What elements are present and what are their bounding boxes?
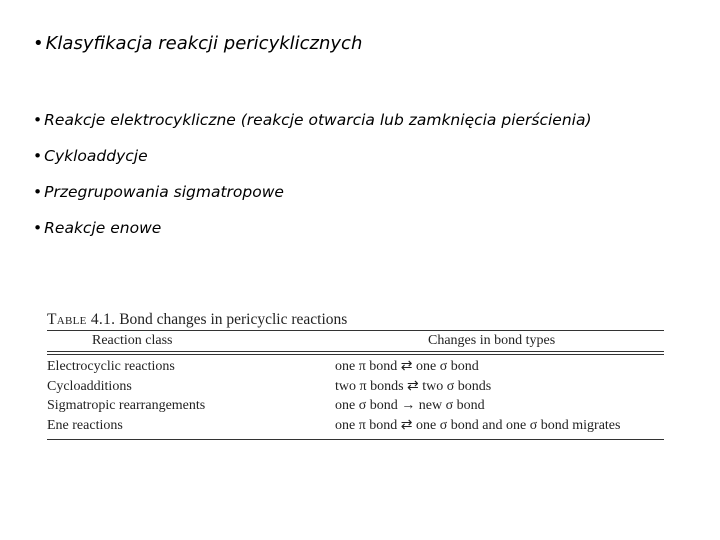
- header-bond-changes: Changes in bond types: [428, 333, 556, 348]
- header-reaction-class: Reaction class: [92, 333, 173, 348]
- bullet-dot: •: [33, 219, 43, 237]
- bullet-dot: •: [33, 183, 43, 201]
- table-caption-text: Bond changes in pericyclic reactions: [119, 311, 348, 328]
- bullet-item-cycloaddition: [33, 145, 592, 181]
- slide-heading: [33, 33, 362, 54]
- bullet-item-sigmatropic: [33, 181, 592, 217]
- heading-text: Klasyfikacja reakcji pericyklicznych: [45, 33, 363, 54]
- bullet-item-ene: [33, 217, 592, 253]
- table-row: [47, 377, 664, 397]
- cell-reaction-class: Cycloadditions: [47, 378, 132, 394]
- bullet-item-electrocyclic: [33, 109, 592, 145]
- bullet-dot: •: [33, 33, 44, 54]
- bullet-text: Przegrupowania sigmatropowe: [44, 183, 284, 201]
- bullet-text: Reakcje elektrocykliczne (reakcje otwarcia lub zamknięcia pierścienia): [44, 111, 592, 129]
- bullet-dot: •: [33, 147, 43, 165]
- bullet-dot: •: [33, 111, 43, 129]
- bullet-text: Cykloaddycje: [44, 147, 148, 165]
- bullet-list: [33, 109, 592, 253]
- table-body: [47, 355, 664, 439]
- cell-reaction-class: Sigmatropic rearrangements: [47, 398, 206, 413]
- table-bottom-rule: [47, 439, 664, 440]
- table-caption: [47, 309, 664, 330]
- cell-bond-change: one σ bond → new σ bond: [335, 398, 485, 413]
- cell-reaction-class: Ene reactions: [47, 417, 123, 433]
- bullet-text: Reakcje enowe: [44, 219, 162, 237]
- bond-changes-table-figure: [47, 309, 664, 440]
- table-row: [47, 357, 664, 377]
- table-row: [47, 396, 664, 416]
- cell-bond-change: one π bond ⇄ one σ bond: [335, 359, 479, 374]
- cell-reaction-class: Electrocyclic reactions: [47, 359, 175, 374]
- cell-bond-change: one π bond ⇄ one σ bond and one σ bond migrates: [335, 417, 621, 433]
- table-caption-label: Table 4.1.: [47, 311, 116, 328]
- table-header-row: [47, 331, 664, 351]
- cell-bond-change: two π bonds ⇄ two σ bonds: [335, 378, 492, 394]
- table-row: [47, 416, 664, 436]
